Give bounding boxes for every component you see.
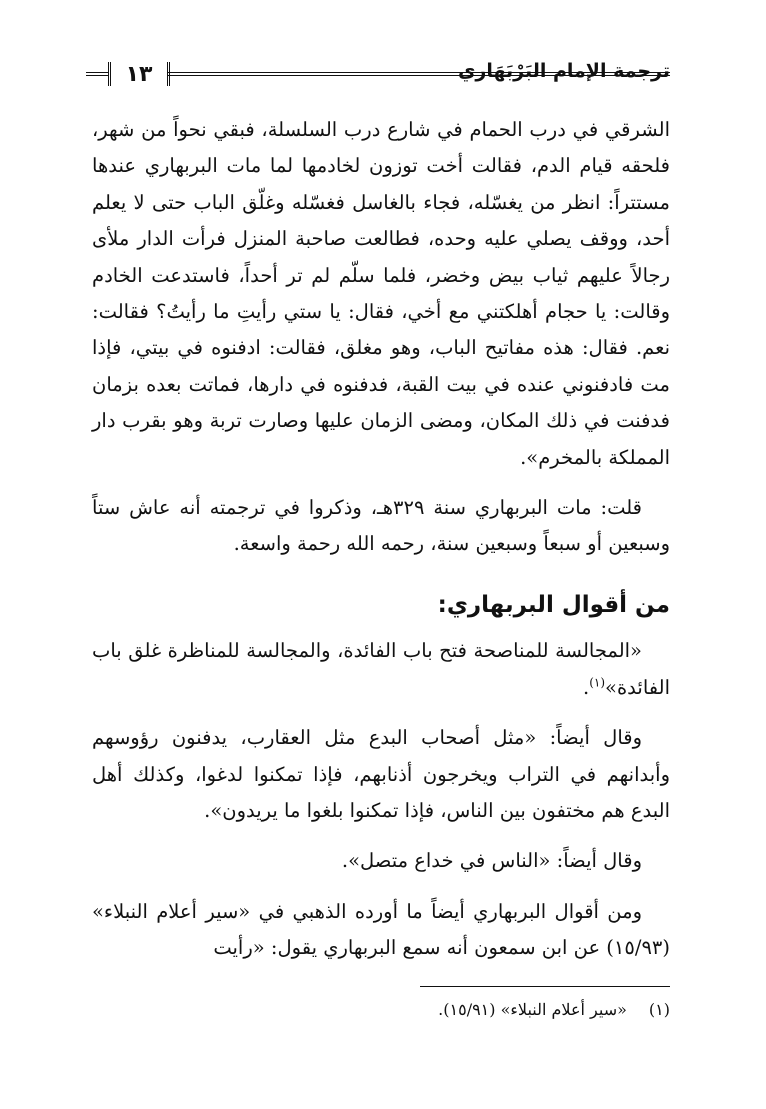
quote-end: .	[582, 675, 590, 699]
paragraph-2: قلت: مات البربهاري سنة ٣٢٩هـ، وذكروا في ترجمته أنه عاش ستاً وسبعين أو سبعاً وسبعين سنة، رحمه الله رحمة واسعة.	[92, 496, 670, 556]
running-title: ترجمة الإمام البَرْبَهَاري	[457, 60, 670, 82]
paragraph-1: الشرقي في درب الحمام في شارع درب السلسلة، فبقي نحواً من شهر، فلحقه قيام الدم، فقالت أخت توزون لخادمها لما مات البربهاري عندها مستتراً: انظر من يغسّله، فجاء بالغاسل فغسّله وغلّق الباب حتى لا يعلم أحد، ووقف يصلي عليه وحده، فطالعت صاحبة المنزل فرأت الدار ملأى رجالاً عليهم ثياب بيض وخضر، فلما سلّم لم تر أحداً، فاستدعت الخادم وقالت: يا حجام أهلكتني مع أخي، فقال: يا ستي رأيتِ ما رأيتُ؟ فقالت: نعم. فقال: هذه مفاتيح الباب، وهو مغلق، فقالت: ادفنوه في بيتي، فإذا مت فادفنوني عنده في بيت القبة، فدفنوه في دارها، فماتت بعده بزمان فدفنت في ذلك المكان، ومضى الزمان عليها وصارت تربة وهو بقرب دار المملكة بالمخرم».	[92, 118, 670, 469]
section-heading: من أقوال البربهاري:	[437, 591, 670, 618]
footnote-1	[90, 998, 670, 1022]
page-header	[86, 60, 670, 100]
page-number: ١٣	[108, 62, 170, 86]
footnote-separator	[420, 986, 670, 987]
header-rule-left	[86, 72, 108, 76]
footnote-number: (١)	[648, 1000, 670, 1019]
paragraph-5: وقال أيضاً: «الناس في خداع متصل».	[341, 849, 642, 873]
quote-text: «المجالسة للمناصحة فتح باب الفائدة، والمجالسة للمناظرة غلق باب الفائدة»	[92, 639, 670, 699]
paragraph-4: وقال أيضاً: «مثل أصحاب البدع مثل العقارب، يدفنون رؤوسهم وأبدانهم في التراب ويخرجون أذنابهم، فإذا تمكنوا لدغوا، وكذلك أهل البدع هم مختفون بين الناس، فإذا تمكنوا بلغوا ما يريدون».	[92, 726, 670, 822]
paragraph-6: ومن أقوال البربهاري أيضاً ما أورده الذهبي في «سير أعلام النبلاء» (١٥/٩٣) عن ابن سمعون أنه سمع البربهاري يقول: «رأيت	[92, 899, 670, 960]
footnote-text: «سير أعلام النبلاء» (١٥/٩١).	[438, 1000, 627, 1019]
main-text	[92, 112, 670, 981]
footnote-ref-1[interactable]: (١)	[589, 675, 606, 690]
paragraph-3	[92, 633, 670, 706]
